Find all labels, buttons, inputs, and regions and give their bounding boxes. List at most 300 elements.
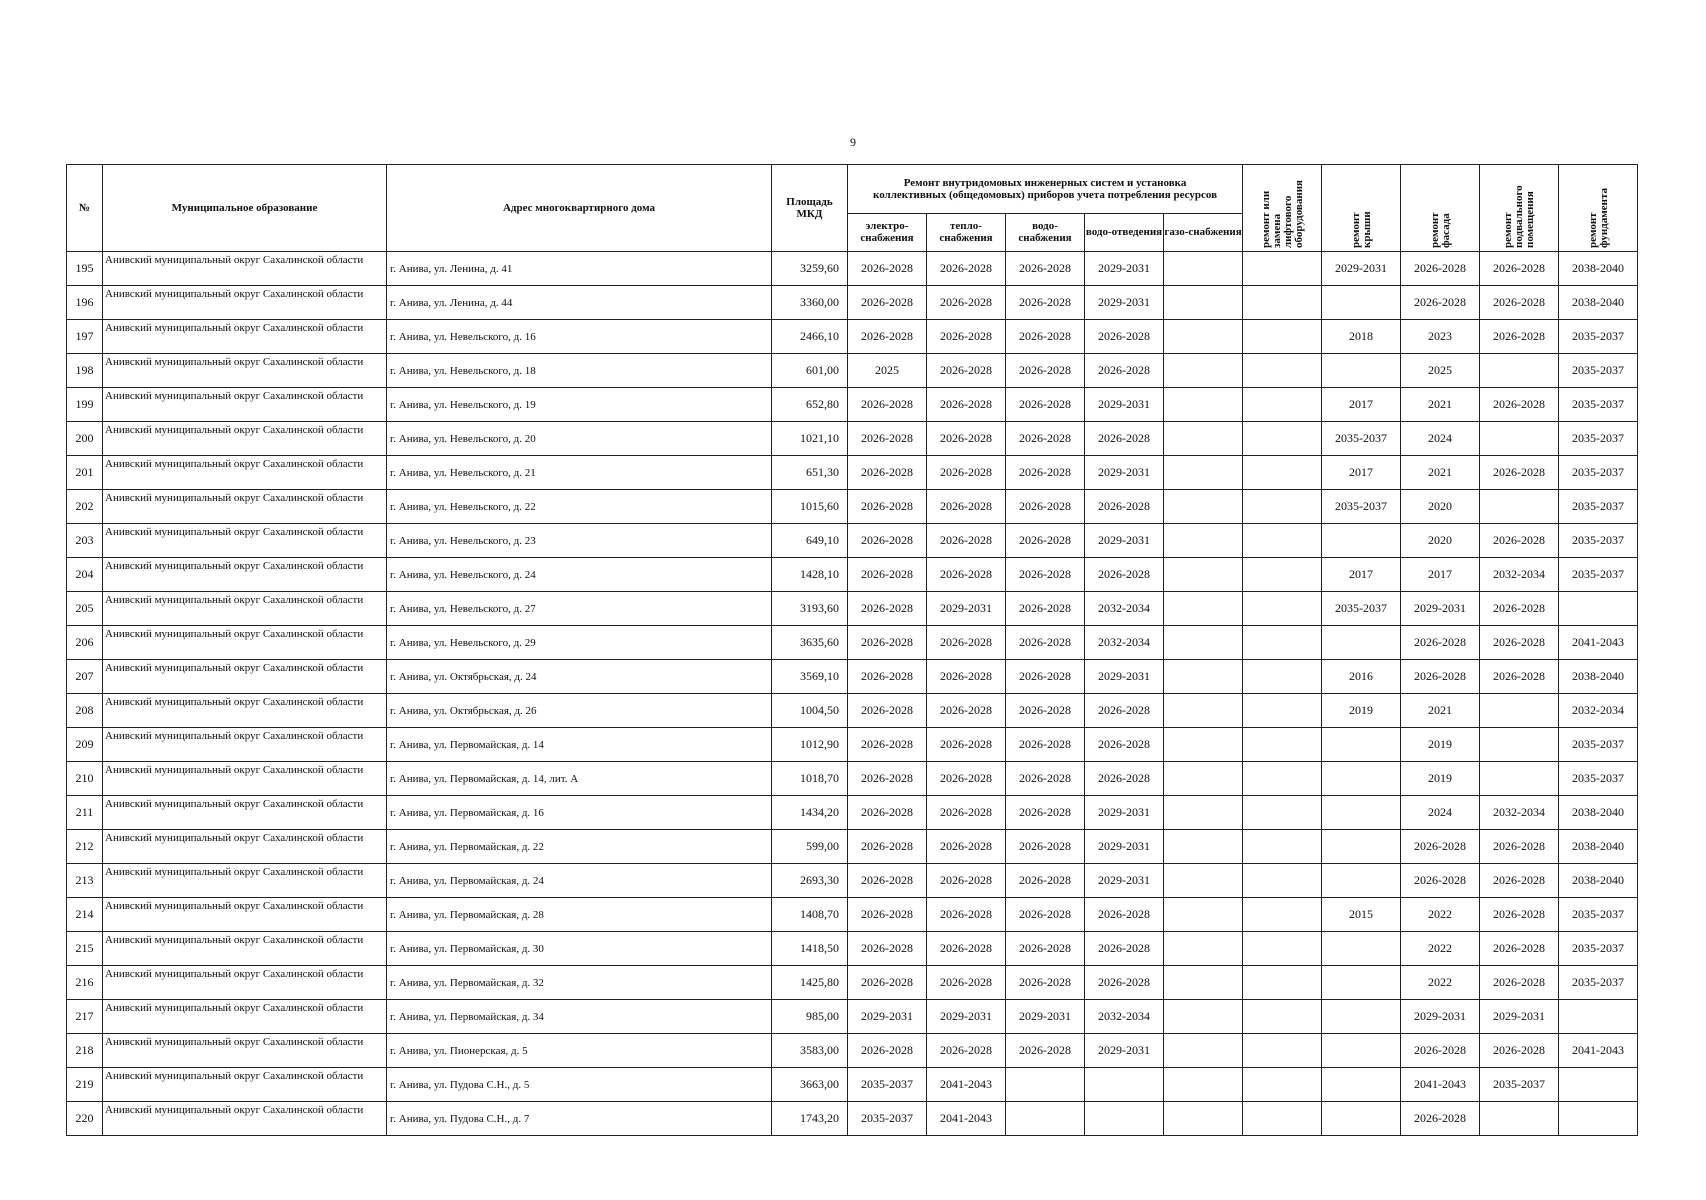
roof-cell: 2017: [1322, 388, 1401, 422]
electricity-cell: 2026-2028: [848, 830, 927, 864]
area-cell: 1418,50: [772, 932, 848, 966]
facade-cell: 2022: [1401, 932, 1480, 966]
address-cell: г. Анива, ул. Первомайская, д. 24: [387, 864, 772, 898]
heating-cell: 2026-2028: [927, 422, 1006, 456]
gas-cell: [1164, 898, 1243, 932]
heating-cell: 2026-2028: [927, 898, 1006, 932]
table-row: [67, 490, 1638, 524]
drainage-cell: 2029-2031: [1085, 660, 1164, 694]
basement-cell: 2026-2028: [1480, 932, 1559, 966]
water-cell: 2026-2028: [1006, 524, 1085, 558]
table-row: [67, 762, 1638, 796]
electricity-cell: 2026-2028: [848, 252, 927, 286]
header-sub-gas: газо-снабжения: [1164, 213, 1243, 251]
facade-cell: 2022: [1401, 898, 1480, 932]
header-sub-water: водо-снабжения: [1006, 213, 1085, 251]
basement-cell: 2026-2028: [1480, 966, 1559, 1000]
table-row: [67, 864, 1638, 898]
area-cell: 1425,80: [772, 966, 848, 1000]
facade-cell: 2024: [1401, 796, 1480, 830]
gas-cell: [1164, 1102, 1243, 1136]
header-address: Адрес многоквартирного дома: [387, 165, 772, 252]
heating-cell: 2026-2028: [927, 354, 1006, 388]
facade-cell: 2025: [1401, 354, 1480, 388]
address-cell: г. Анива, ул. Первомайская, д. 22: [387, 830, 772, 864]
water-cell: 2026-2028: [1006, 932, 1085, 966]
lift-cell: [1243, 1102, 1322, 1136]
municipality-cell: Анивский муниципальный округ Сахалинской области: [103, 966, 387, 1000]
heating-cell: 2026-2028: [927, 830, 1006, 864]
roof-cell: 2029-2031: [1322, 252, 1401, 286]
heating-cell: 2026-2028: [927, 762, 1006, 796]
lift-cell: [1243, 456, 1322, 490]
address-cell: г. Анива, ул. Ленина, д. 41: [387, 252, 772, 286]
municipality-cell: Анивский муниципальный округ Сахалинской области: [103, 1000, 387, 1034]
electricity-cell: 2026-2028: [848, 932, 927, 966]
table-row: [67, 830, 1638, 864]
area-cell: 1428,10: [772, 558, 848, 592]
repair-schedule-table-wrap: [66, 164, 1638, 1136]
table-row: [67, 932, 1638, 966]
foundation-cell: 2032-2034: [1559, 694, 1638, 728]
area-cell: 3193,60: [772, 592, 848, 626]
foundation-cell: 2035-2037: [1559, 422, 1638, 456]
water-cell: 2026-2028: [1006, 558, 1085, 592]
water-cell: 2026-2028: [1006, 626, 1085, 660]
area-cell: 1004,50: [772, 694, 848, 728]
roof-cell: [1322, 830, 1401, 864]
table-row: [67, 694, 1638, 728]
electricity-cell: 2035-2037: [848, 1102, 927, 1136]
drainage-cell: 2029-2031: [1085, 864, 1164, 898]
municipality-cell: Анивский муниципальный округ Сахалинской области: [103, 422, 387, 456]
gas-cell: [1164, 694, 1243, 728]
roof-cell: [1322, 524, 1401, 558]
municipality-cell: Анивский муниципальный округ Сахалинской области: [103, 728, 387, 762]
facade-cell: 2021: [1401, 694, 1480, 728]
drainage-cell: 2029-2031: [1085, 456, 1164, 490]
roof-cell: 2015: [1322, 898, 1401, 932]
basement-cell: 2026-2028: [1480, 320, 1559, 354]
row-number: 215: [67, 932, 103, 966]
facade-cell: 2026-2028: [1401, 864, 1480, 898]
row-number: 202: [67, 490, 103, 524]
water-cell: 2029-2031: [1006, 1000, 1085, 1034]
basement-cell: 2032-2034: [1480, 796, 1559, 830]
row-number: 210: [67, 762, 103, 796]
lift-cell: [1243, 932, 1322, 966]
address-cell: г. Анива, ул. Октябрьская, д. 26: [387, 694, 772, 728]
facade-cell: 2029-2031: [1401, 1000, 1480, 1034]
roof-cell: [1322, 1068, 1401, 1102]
water-cell: 2026-2028: [1006, 728, 1085, 762]
table-row: [67, 286, 1638, 320]
lift-cell: [1243, 558, 1322, 592]
water-cell: 2026-2028: [1006, 252, 1085, 286]
roof-cell: [1322, 1000, 1401, 1034]
area-cell: 599,00: [772, 830, 848, 864]
facade-cell: 2026-2028: [1401, 252, 1480, 286]
basement-cell: 2026-2028: [1480, 388, 1559, 422]
heating-cell: 2026-2028: [927, 456, 1006, 490]
drainage-cell: 2026-2028: [1085, 490, 1164, 524]
drainage-cell: 2029-2031: [1085, 524, 1164, 558]
basement-cell: [1480, 694, 1559, 728]
lift-cell: [1243, 354, 1322, 388]
water-cell: 2026-2028: [1006, 762, 1085, 796]
roof-cell: [1322, 626, 1401, 660]
row-number: 195: [67, 252, 103, 286]
water-cell: 2026-2028: [1006, 320, 1085, 354]
roof-cell: 2017: [1322, 456, 1401, 490]
area-cell: 649,10: [772, 524, 848, 558]
area-cell: 2466,10: [772, 320, 848, 354]
area-cell: 3635,60: [772, 626, 848, 660]
basement-cell: 2026-2028: [1480, 626, 1559, 660]
electricity-cell: 2026-2028: [848, 592, 927, 626]
foundation-cell: [1559, 592, 1638, 626]
electricity-cell: 2029-2031: [848, 1000, 927, 1034]
header-engineering-group: Ремонт внутридомовых инженерных систем и установка коллективных (общедомовых) приборов учета потребления ресурсов: [848, 165, 1243, 214]
electricity-cell: 2026-2028: [848, 864, 927, 898]
roof-cell: 2035-2037: [1322, 422, 1401, 456]
foundation-cell: [1559, 1000, 1638, 1034]
basement-cell: [1480, 1102, 1559, 1136]
header-sub-drainage: водо-отведения: [1085, 213, 1164, 251]
drainage-cell: [1085, 1068, 1164, 1102]
table-row: [67, 558, 1638, 592]
basement-cell: [1480, 762, 1559, 796]
foundation-cell: [1559, 1068, 1638, 1102]
drainage-cell: 2026-2028: [1085, 354, 1164, 388]
roof-cell: [1322, 864, 1401, 898]
address-cell: г. Анива, ул. Невельского, д. 22: [387, 490, 772, 524]
electricity-cell: 2026-2028: [848, 898, 927, 932]
foundation-cell: 2038-2040: [1559, 796, 1638, 830]
gas-cell: [1164, 388, 1243, 422]
electricity-cell: 2026-2028: [848, 626, 927, 660]
foundation-cell: 2035-2037: [1559, 354, 1638, 388]
municipality-cell: Анивский муниципальный округ Сахалинской области: [103, 286, 387, 320]
municipality-cell: Анивский муниципальный округ Сахалинской области: [103, 1068, 387, 1102]
area-cell: 1018,70: [772, 762, 848, 796]
header-roof: [1322, 165, 1401, 252]
address-cell: г. Анива, ул. Пудова С.Н., д. 7: [387, 1102, 772, 1136]
municipality-cell: Анивский муниципальный округ Сахалинской области: [103, 252, 387, 286]
lift-cell: [1243, 320, 1322, 354]
header-foundation-text: ремонт фундамента: [1587, 188, 1611, 248]
heating-cell: 2026-2028: [927, 660, 1006, 694]
lift-cell: [1243, 660, 1322, 694]
electricity-cell: 2025: [848, 354, 927, 388]
electricity-cell: 2026-2028: [848, 796, 927, 830]
address-cell: г. Анива, ул. Первомайская, д. 32: [387, 966, 772, 1000]
row-number: 208: [67, 694, 103, 728]
heating-cell: 2026-2028: [927, 490, 1006, 524]
table-row: [67, 1102, 1638, 1136]
foundation-cell: 2035-2037: [1559, 524, 1638, 558]
municipality-cell: Анивский муниципальный округ Сахалинской области: [103, 388, 387, 422]
heating-cell: 2026-2028: [927, 966, 1006, 1000]
water-cell: 2026-2028: [1006, 490, 1085, 524]
drainage-cell: 2026-2028: [1085, 558, 1164, 592]
row-number: 200: [67, 422, 103, 456]
facade-cell: 2021: [1401, 456, 1480, 490]
foundation-cell: 2038-2040: [1559, 286, 1638, 320]
basement-cell: [1480, 354, 1559, 388]
row-number: 199: [67, 388, 103, 422]
foundation-cell: 2035-2037: [1559, 966, 1638, 1000]
row-number: 206: [67, 626, 103, 660]
basement-cell: [1480, 490, 1559, 524]
heating-cell: 2041-2043: [927, 1068, 1006, 1102]
drainage-cell: 2029-2031: [1085, 830, 1164, 864]
electricity-cell: 2026-2028: [848, 694, 927, 728]
area-cell: 3583,00: [772, 1034, 848, 1068]
row-number: 211: [67, 796, 103, 830]
table-row: [67, 320, 1638, 354]
row-number: 203: [67, 524, 103, 558]
header-municipality: Муниципальное образование: [103, 165, 387, 252]
area-cell: 1015,60: [772, 490, 848, 524]
drainage-cell: 2026-2028: [1085, 694, 1164, 728]
lift-cell: [1243, 422, 1322, 456]
foundation-cell: 2035-2037: [1559, 490, 1638, 524]
row-number: 212: [67, 830, 103, 864]
municipality-cell: Анивский муниципальный округ Сахалинской области: [103, 694, 387, 728]
area-cell: 1012,90: [772, 728, 848, 762]
area-cell: 651,30: [772, 456, 848, 490]
row-number: 216: [67, 966, 103, 1000]
address-cell: г. Анива, ул. Первомайская, д. 14: [387, 728, 772, 762]
table-row: [67, 1034, 1638, 1068]
water-cell: 2026-2028: [1006, 456, 1085, 490]
water-cell: 2026-2028: [1006, 1034, 1085, 1068]
basement-cell: 2026-2028: [1480, 456, 1559, 490]
gas-cell: [1164, 252, 1243, 286]
lift-cell: [1243, 830, 1322, 864]
heating-cell: 2026-2028: [927, 252, 1006, 286]
table-row: [67, 1068, 1638, 1102]
electricity-cell: 2035-2037: [848, 1068, 927, 1102]
row-number: 209: [67, 728, 103, 762]
address-cell: г. Анива, ул. Невельского, д. 27: [387, 592, 772, 626]
header-basement: [1480, 165, 1559, 252]
heating-cell: 2026-2028: [927, 524, 1006, 558]
roof-cell: [1322, 1102, 1401, 1136]
area-cell: 652,80: [772, 388, 848, 422]
water-cell: [1006, 1102, 1085, 1136]
drainage-cell: 2026-2028: [1085, 422, 1164, 456]
table-row: [67, 660, 1638, 694]
foundation-cell: 2038-2040: [1559, 252, 1638, 286]
lift-cell: [1243, 1000, 1322, 1034]
table-body: [67, 252, 1638, 1136]
drainage-cell: 2029-2031: [1085, 796, 1164, 830]
table-row: [67, 388, 1638, 422]
facade-cell: 2026-2028: [1401, 830, 1480, 864]
electricity-cell: 2026-2028: [848, 286, 927, 320]
row-number: 213: [67, 864, 103, 898]
lift-cell: [1243, 286, 1322, 320]
row-number: 205: [67, 592, 103, 626]
lift-cell: [1243, 864, 1322, 898]
lift-cell: [1243, 898, 1322, 932]
address-cell: г. Анива, ул. Первомайская, д. 14, лит. А: [387, 762, 772, 796]
row-number: 207: [67, 660, 103, 694]
gas-cell: [1164, 422, 1243, 456]
row-number: 220: [67, 1102, 103, 1136]
water-cell: 2026-2028: [1006, 796, 1085, 830]
table-row: [67, 898, 1638, 932]
area-cell: 2693,30: [772, 864, 848, 898]
header-facade: [1401, 165, 1480, 252]
facade-cell: 2017: [1401, 558, 1480, 592]
heating-cell: 2026-2028: [927, 864, 1006, 898]
address-cell: г. Анива, ул. Пионерская, д. 5: [387, 1034, 772, 1068]
facade-cell: 2026-2028: [1401, 660, 1480, 694]
heating-cell: 2026-2028: [927, 320, 1006, 354]
row-number: 204: [67, 558, 103, 592]
gas-cell: [1164, 320, 1243, 354]
basement-cell: 2026-2028: [1480, 660, 1559, 694]
lift-cell: [1243, 694, 1322, 728]
header-foundation: [1559, 165, 1638, 252]
gas-cell: [1164, 864, 1243, 898]
heating-cell: 2026-2028: [927, 932, 1006, 966]
roof-cell: 2017: [1322, 558, 1401, 592]
heating-cell: 2026-2028: [927, 694, 1006, 728]
municipality-cell: Анивский муниципальный округ Сахалинской области: [103, 592, 387, 626]
foundation-cell: 2035-2037: [1559, 456, 1638, 490]
address-cell: г. Анива, ул. Ленина, д. 44: [387, 286, 772, 320]
table-row: [67, 626, 1638, 660]
roof-cell: 2018: [1322, 320, 1401, 354]
row-number: 218: [67, 1034, 103, 1068]
foundation-cell: 2035-2037: [1559, 728, 1638, 762]
basement-cell: 2032-2034: [1480, 558, 1559, 592]
heating-cell: 2026-2028: [927, 286, 1006, 320]
table-row: [67, 592, 1638, 626]
gas-cell: [1164, 728, 1243, 762]
heating-cell: 2026-2028: [927, 796, 1006, 830]
address-cell: г. Анива, ул. Первомайская, д. 30: [387, 932, 772, 966]
water-cell: 2026-2028: [1006, 592, 1085, 626]
roof-cell: 2035-2037: [1322, 490, 1401, 524]
basement-cell: 2026-2028: [1480, 252, 1559, 286]
roof-cell: [1322, 1034, 1401, 1068]
table-row: [67, 966, 1638, 1000]
water-cell: 2026-2028: [1006, 864, 1085, 898]
area-cell: 985,00: [772, 1000, 848, 1034]
row-number: 201: [67, 456, 103, 490]
address-cell: г. Анива, ул. Невельского, д. 18: [387, 354, 772, 388]
municipality-cell: Анивский муниципальный округ Сахалинской области: [103, 1034, 387, 1068]
municipality-cell: Анивский муниципальный округ Сахалинской области: [103, 762, 387, 796]
gas-cell: [1164, 626, 1243, 660]
row-number: 196: [67, 286, 103, 320]
page-number: 9: [850, 135, 856, 149]
foundation-cell: 2035-2037: [1559, 932, 1638, 966]
foundation-cell: [1559, 1102, 1638, 1136]
municipality-cell: Анивский муниципальный округ Сахалинской области: [103, 864, 387, 898]
foundation-cell: 2038-2040: [1559, 830, 1638, 864]
basement-cell: 2026-2028: [1480, 1034, 1559, 1068]
municipality-cell: Анивский муниципальный округ Сахалинской области: [103, 932, 387, 966]
foundation-cell: 2035-2037: [1559, 320, 1638, 354]
facade-cell: 2021: [1401, 388, 1480, 422]
foundation-cell: 2035-2037: [1559, 762, 1638, 796]
facade-cell: 2026-2028: [1401, 286, 1480, 320]
table-row: [67, 524, 1638, 558]
facade-cell: 2026-2028: [1401, 1102, 1480, 1136]
municipality-cell: Анивский муниципальный округ Сахалинской области: [103, 660, 387, 694]
address-cell: г. Анива, ул. Первомайская, д. 16: [387, 796, 772, 830]
table-row: [67, 728, 1638, 762]
gas-cell: [1164, 796, 1243, 830]
address-cell: г. Анива, ул. Октябрьская, д. 24: [387, 660, 772, 694]
heating-cell: 2026-2028: [927, 728, 1006, 762]
electricity-cell: 2026-2028: [848, 422, 927, 456]
row-number: 214: [67, 898, 103, 932]
electricity-cell: 2026-2028: [848, 660, 927, 694]
heating-cell: 2029-2031: [927, 592, 1006, 626]
municipality-cell: Анивский муниципальный округ Сахалинской области: [103, 456, 387, 490]
area-cell: 1434,20: [772, 796, 848, 830]
header-lift: [1243, 165, 1322, 252]
header-area: Площадь МКД: [772, 165, 848, 252]
lift-cell: [1243, 762, 1322, 796]
drainage-cell: 2029-2031: [1085, 1034, 1164, 1068]
lift-cell: [1243, 796, 1322, 830]
facade-cell: 2024: [1401, 422, 1480, 456]
electricity-cell: 2026-2028: [848, 762, 927, 796]
facade-cell: 2041-2043: [1401, 1068, 1480, 1102]
address-cell: г. Анива, ул. Невельского, д. 20: [387, 422, 772, 456]
municipality-cell: Анивский муниципальный округ Сахалинской области: [103, 1102, 387, 1136]
drainage-cell: 2026-2028: [1085, 728, 1164, 762]
heating-cell: 2026-2028: [927, 388, 1006, 422]
roof-cell: [1322, 796, 1401, 830]
roof-cell: 2019: [1322, 694, 1401, 728]
drainage-cell: 2029-2031: [1085, 252, 1164, 286]
row-number: 197: [67, 320, 103, 354]
electricity-cell: 2026-2028: [848, 388, 927, 422]
table-row: [67, 1000, 1638, 1034]
header-sub-electricity: электро-снабжения: [848, 213, 927, 251]
roof-cell: [1322, 286, 1401, 320]
drainage-cell: 2029-2031: [1085, 388, 1164, 422]
water-cell: 2026-2028: [1006, 694, 1085, 728]
electricity-cell: 2026-2028: [848, 320, 927, 354]
electricity-cell: 2026-2028: [848, 558, 927, 592]
basement-cell: 2035-2037: [1480, 1068, 1559, 1102]
foundation-cell: 2035-2037: [1559, 898, 1638, 932]
drainage-cell: 2032-2034: [1085, 626, 1164, 660]
header-facade-text: ремонт фасада: [1429, 212, 1453, 248]
heating-cell: 2026-2028: [927, 626, 1006, 660]
facade-cell: 2019: [1401, 762, 1480, 796]
drainage-cell: 2026-2028: [1085, 966, 1164, 1000]
header-lift-text: ремонт или замена лифтового оборудования: [1260, 180, 1306, 248]
repair-schedule-table: [66, 164, 1638, 1136]
basement-cell: 2026-2028: [1480, 898, 1559, 932]
gas-cell: [1164, 830, 1243, 864]
table-row: [67, 422, 1638, 456]
water-cell: 2026-2028: [1006, 286, 1085, 320]
gas-cell: [1164, 1034, 1243, 1068]
header-roof-text: ремонт крыши: [1350, 211, 1374, 248]
